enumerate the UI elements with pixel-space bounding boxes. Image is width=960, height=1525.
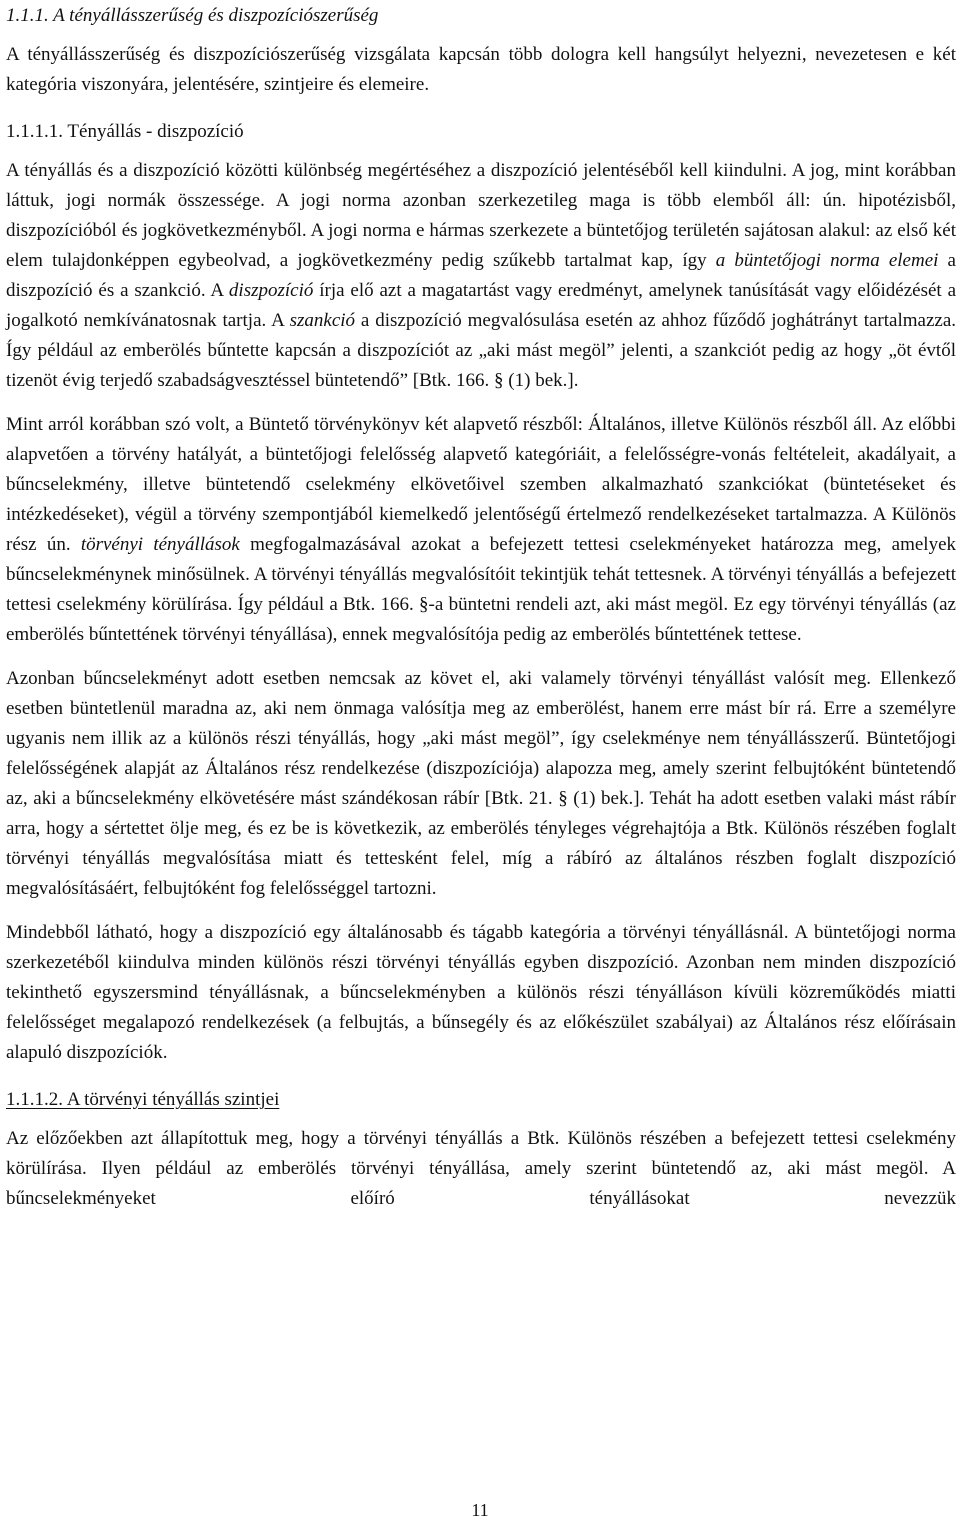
subsection-heading-2: 1.1.1.2. A törvényi tényállás szintjei [6, 1089, 280, 1110]
section-heading: 1.1.1. A tényállásszerűség és diszpozíciószerűség [6, 5, 379, 26]
paragraph-levels: Az előzőekben azt állapítottuk meg, hogy a törvényi tényállás a Btk. Különös részében a befejezett tettesi cselekmény körülírása. Ilyen például az emberölés törvényi tényállása, amely szerint büntetendő az, aki mást megöl. A bűncselekményeket előíró tényállásokat nevezzük [6, 1128, 956, 1209]
paragraph-instigator: Azonban bűncselekményt adott esetben nemcsak az követ el, aki valamely törvényi tényállást valósít meg. Ellenkező esetben büntetlenül maradna az, aki nem önmaga valósítja meg az emberölést, hanem erre mást bír rá. Erre a személyre ugyanis nem illik az a különös részi tényállás, hogy „aki mást megöl”, így cselekménye nem tényállásszerű. Büntetőjogi felelősségének alapját az Általános rész rendelkezése (diszpozíciója) alapozza meg, amely szerint felbujtóként büntetendő az, aki a bűncselekmény elkövetésére mást szándékosan rábír [Btk. 21. § (1) bek.]. Tehát ha adott esetben valaki mást rábír arra, hogy a sértettet ölje meg, és ez be is következik, az emberölés tényleges végrehajtója a Btk. Különös részében foglalt törvényi tényállás megvalósítása miatt és tettesként felel, míg a rábíró az általános részben foglalt diszpozíció megvalósításáért, felbujtóként fog felelősséggel tartozni. [6, 668, 956, 899]
subsection-heading-1: 1.1.1.1. Tényállás - diszpozíció [6, 121, 244, 142]
emphasis-sanction: szankció [289, 310, 356, 331]
text-run: a diszpozíció és a szankció. A [6, 250, 956, 301]
text-run: a diszpozíció megvalósulása esetén az ahhoz fűződő joghátrányt tartalmazza. Így például az emberölés bűntette kapcsán a diszpozíciót az „aki mást megöl” jelenti, a szankciót pedig az hogy „öt évtől tizenöt évig terjedő szabadságvesztéssel büntetendő” [Btk. 166. § (1) bek.]. [6, 310, 956, 391]
text-run: írja elő azt a magatartást vagy eredményt, amelynek tanúsítását vagy előidézését a jogalkotó nemkívánatosnak tartja. A [6, 280, 956, 331]
document-page [6, 0, 956, 1214]
emphasis-disposition: diszpozíció [228, 280, 314, 301]
paragraph-conclusion: Mindebből látható, hogy a diszpozíció egy általánosabb és tágabb kategória a törvényi tényállásnál. A büntetőjogi norma szerkezetéből kiindulva minden különös részi törvényi tényállás egyben diszpozíció. Azonban nem minden diszpozíció tekinthető egyszersmind tényállásnak, a bűncselekményben a különös részi tényálláson kívüli közreműködés miatti felelősséget megalapozó rendelkezések (a felbujtás, a bűnsegély és az előkészület szabályai) az Általános rész előírásain alapuló diszpozíciók. [6, 922, 956, 1063]
emphasis-statutory-facts: törvényi tényállások [80, 534, 240, 555]
text-run: Mint arról korábban szó volt, a Büntető törvénykönyv két alapvető részből: Általános, illetve Különös részből áll. Az előbbi alapvetően a törvény hatályát, a büntetőjogi felelősség alapvető kategóriáit, a felelősségre-vonás feltételeit, akadályait, a bűncselekmény, illetve büntetendő cselekmény elkövetőivel szemben alkalmazható szankciókat (büntetéseket és intézkedéseket), végül a törvény szempontjából kiemelkedő jelentőségű értelmező rendelkezéseket tartalmazza. A Különös rész ún. [6, 414, 956, 555]
page-number: 11 [471, 1500, 489, 1520]
paragraph-disposition-definition [6, 156, 956, 396]
text-run: A tényállás és a diszpozíció közötti különbség megértéséhez a diszpozíció jelentéséből kell kiindulni. A jog, mint korábban láttuk, jogi normák összessége. A jogi norma azonban szerkezetileg maga is több elemből áll: ún. hipotézisből, diszpozícióból és jogkövetkezményből. A jogi norma e hármas szerkezete a büntetőjog területén sajátosan alakul: az első két elem tulajdonképpen egybeolvad, a jogkövetkezmény pedig szűkebb tartalmat kap, így [6, 160, 956, 271]
paragraph-criminal-code-parts [6, 410, 956, 650]
intro-paragraph: A tényállásszerűség és diszpozíciószerűség vizsgálata kapcsán több dologra kell hangsúlyt helyezni, nevezetesen e két kategória viszonyára, jelentésére, szintjeire és elemeire. [6, 44, 956, 95]
text-run: megfogalmazásával azokat a befejezett tettesi cselekményeket határozza meg, amelyek bűncselekménynek minősülnek. A törvényi tényállás megvalósítóit tekintjük tehát tettesnek. A törvényi tényállás a befejezett tettesi cselekmény körülírása. Így például a Btk. 166. §-a büntetni rendeli azt, aki mást megöl. Ez egy törvényi tényállás (az emberölés bűntettének törvényi tényállása), ennek megvalósítója pedig az emberölés bűntettének tettese. [6, 534, 957, 645]
emphasis-norm-elements: a büntetőjogi norma elemei [715, 250, 939, 271]
